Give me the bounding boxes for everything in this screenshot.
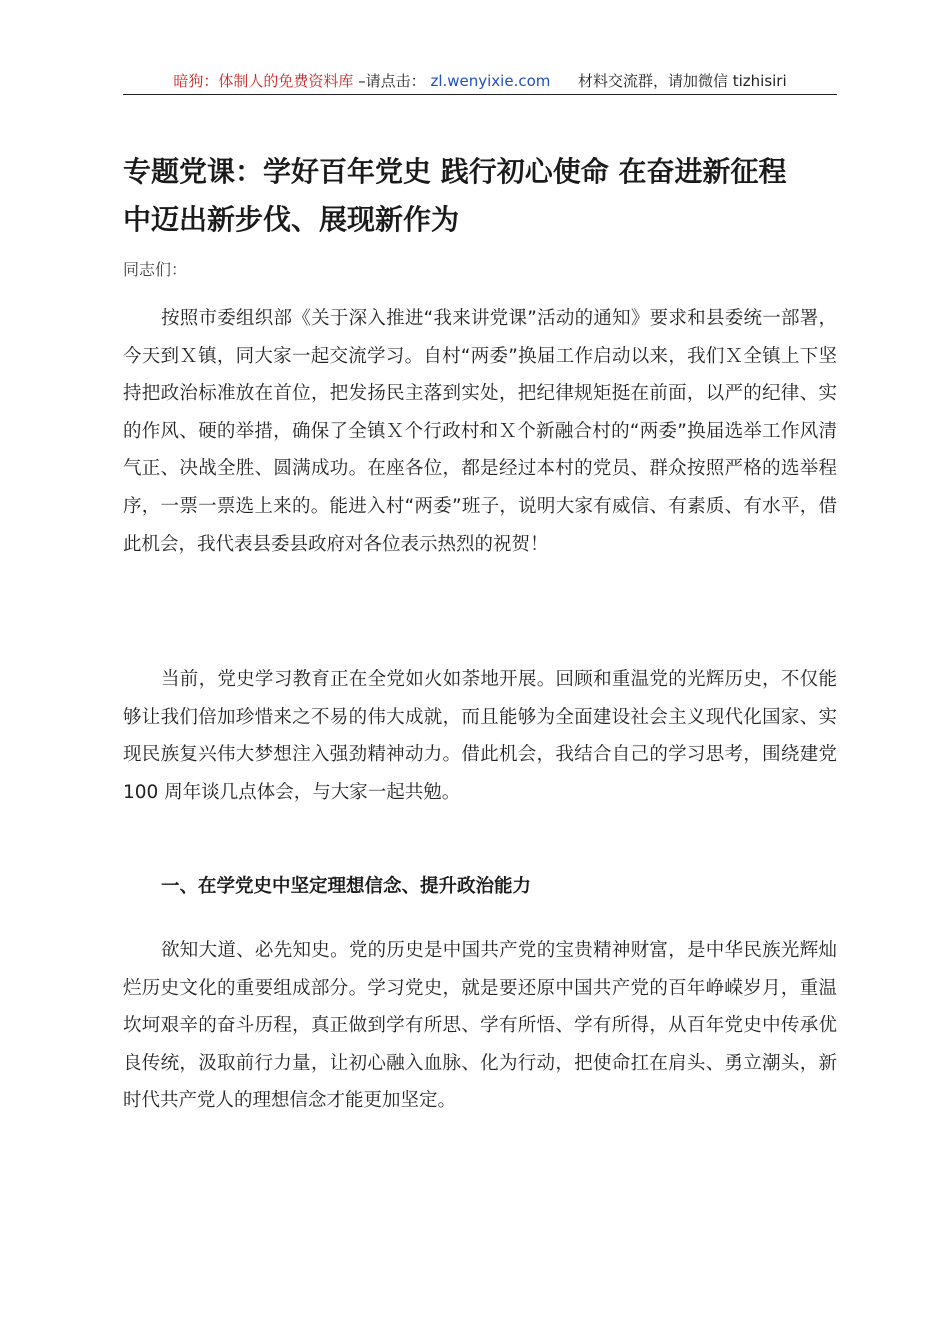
header-link[interactable]: zl.wenyixie.com (430, 72, 551, 90)
page-header (123, 68, 837, 95)
title-line-1: 专题党课：学好百年党史 践行初心使命 在奋进新征程 (123, 155, 787, 188)
paragraph-intro: 按照市委组织部《关于深入推进“我来讲党课”活动的通知》要求和县委统一部署，今天到Ｘ镇，同大家一起交流学习。自村“两委”换届工作启动以来，我们Ｘ全镇上下坚持把政治标准放在首位，把发扬民主落到实处，把纪律规矩挺在前面，以严的纪律、实的作风、硬的举措，确保了全镇Ｘ个行政村和Ｘ个新融合村的“两委”换届选举工作风清气正、决战全胜、圆满成功。在座各位，都是经过本村的党员、群众按照严格的选举程序，一票一票选上来的。能进入村“两委”班子，说明大家有威信、有素质、有水平，借此机会，我代表县委县政府对各位表示热烈的祝贺！ (123, 308, 837, 555)
header-brand: 暗狗：体制人的免费资料库 (173, 72, 354, 90)
document-title (123, 148, 837, 244)
paragraph-context: 当前，党史学习教育正在全党如火如荼地开展。回顾和重温党的光辉历史，不仅能够让我们倍加珍惜来之不易的伟大成就，而且能够为全面建设社会主义现代化国家、实现民族复兴伟大梦想注入强劲精神动力。借此机会，我结合自己的学习思考，围绕建党 100 周年谈几点体会，与大家一起共勉。 (123, 669, 837, 803)
title-line-2: 中迈出新步伐、展现新作为 (123, 203, 460, 236)
paragraph-section-1: 欲知大道、必先知史。党的历史是中国共产党的宝贵精神财富，是中华民族光辉灿烂历史文化的重要组成部分。学习党史，就是要还原中国共产党的百年峥嵘岁月，重温坎坷艰辛的奋斗历程，真正做到学有所思、学有所悟、学有所得，从百年党史中传承优良传统，汲取前行力量，让初心融入血脉、化为行动，把使命扛在肩头、勇立潮头，新时代共产党人的理想信念才能更加坚定。 (123, 940, 837, 1112)
section-heading-1: 一、在学党史中坚定理想信念、提升政治能力 (161, 876, 532, 897)
greeting: 同志们： (123, 260, 188, 279)
header-contact: 材料交流群，请加微信 tizhisiri (577, 72, 787, 90)
header-prompt: –请点击： (358, 72, 426, 90)
